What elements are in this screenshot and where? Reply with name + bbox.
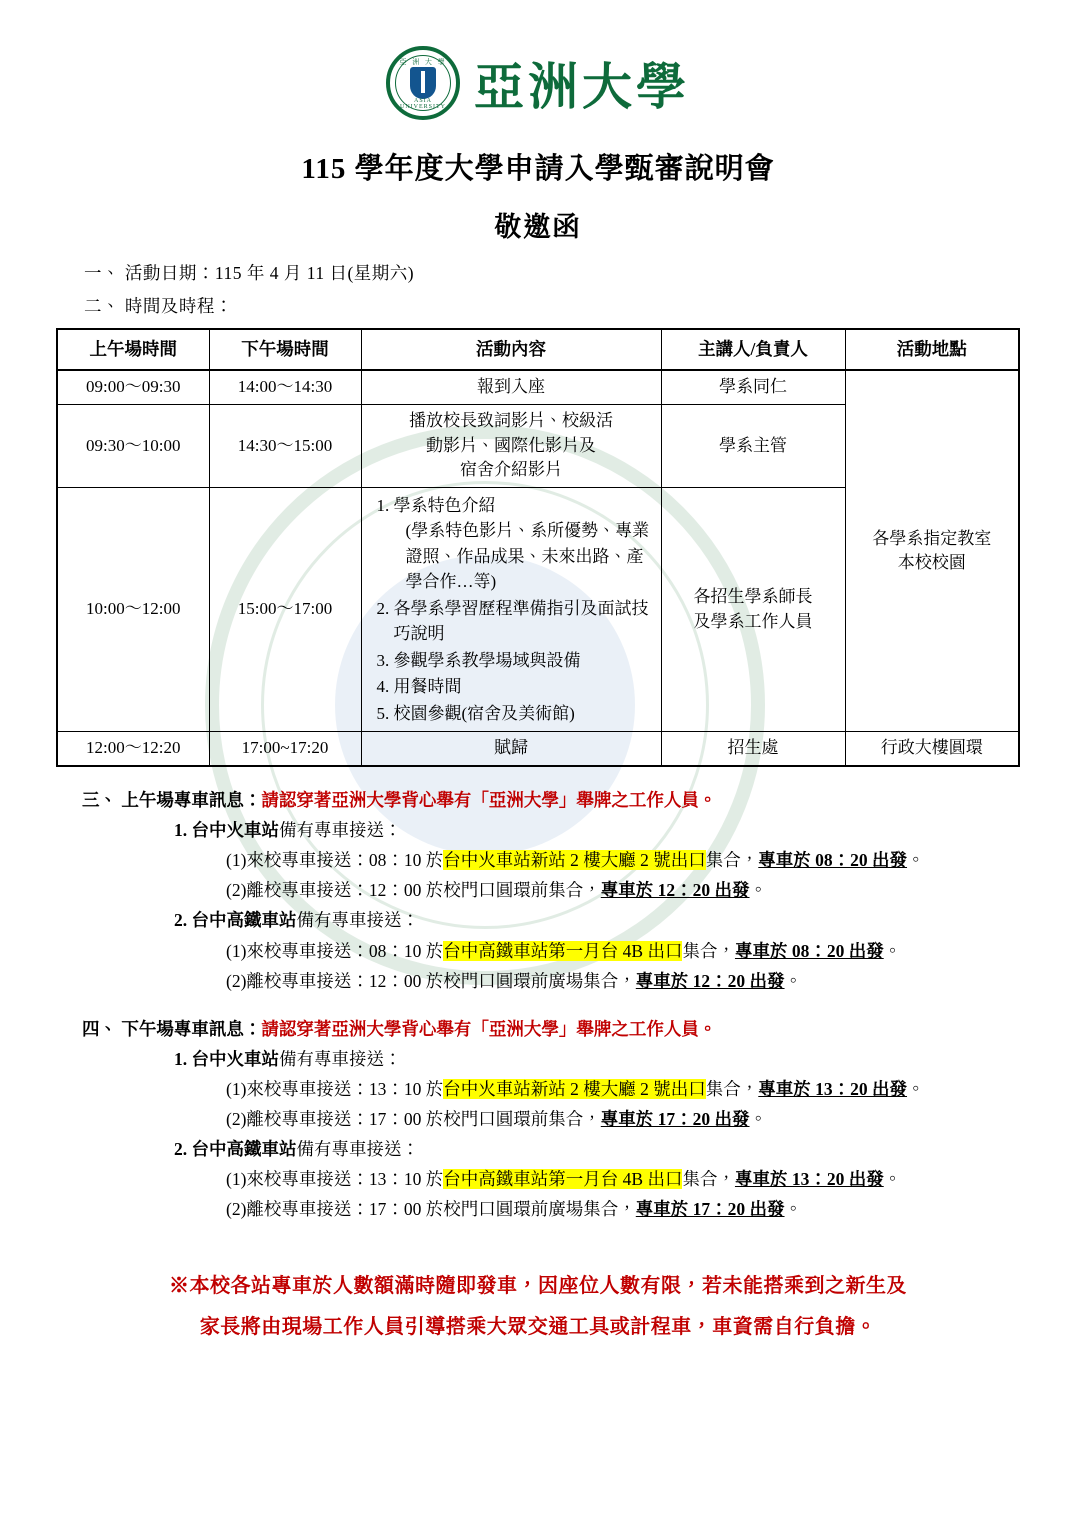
activity-item-1: 學系特色介紹 [393, 495, 496, 515]
column-header-speaker: 主講人/負責人 [661, 329, 845, 370]
table-header-row [57, 329, 1019, 370]
cell-am-time: 09:00～09:30 [57, 370, 209, 404]
text-prefix: (2)離校專車接送：17：00 於校門口圓環前廣場集合， [226, 1199, 636, 1220]
text-prefix: (2)離校專車接送：12：00 於校門口圓環前廣場集合， [226, 970, 636, 991]
column-header-activity: 活動內容 [361, 329, 661, 370]
list-item: 2. 各學系學習歷程準備指引及面試技巧說明 [394, 596, 655, 647]
afternoon-station-2-no: 2. [174, 1139, 188, 1160]
cell-activity [361, 405, 661, 488]
morning-station-1-no: 1. [174, 820, 188, 841]
list-item: 4. 用餐時間 [394, 674, 655, 700]
text-mid: 集合， [705, 850, 759, 871]
location-line-2: 本校校園 [897, 553, 966, 573]
morning-station-2-line-2 [52, 966, 1024, 996]
column-header-am-time: 上午場時間 [57, 329, 209, 370]
text-suffix: 。 [784, 970, 803, 991]
afternoon-station-1-line-1 [52, 1074, 1024, 1104]
morning-station-2-no: 2. [174, 910, 188, 931]
cell-speaker [661, 487, 845, 732]
footnote-line-1: ※本校各站專車於人數額滿時隨即發車，因座位人數有限，若未能搭乘到之新生及 [169, 1275, 907, 1298]
highlight-text: 台中高鐵車站第一月台 4B 出口 [443, 1169, 683, 1190]
column-header-pm-time: 下午場時間 [209, 329, 361, 370]
cell-location-merged [845, 370, 1019, 732]
cell-speaker: 學系主管 [661, 405, 845, 488]
table-row [57, 732, 1019, 766]
cell-pm-time: 14:30～15:00 [209, 405, 361, 488]
text-prefix: (2)離校專車接送：17：00 於校門口圓環前集合， [226, 1109, 601, 1130]
afternoon-station-1-line-2 [52, 1104, 1024, 1134]
cell-am-time: 12:00～12:20 [57, 732, 209, 766]
text-mid: 集合， [682, 1169, 735, 1190]
afternoon-bus-section [52, 1014, 1024, 1225]
afternoon-station-1 [52, 1044, 1024, 1074]
afternoon-station-2-suffix: 備有專車接送： [296, 1139, 419, 1160]
cell-speaker: 招生處 [661, 732, 845, 766]
highlight-text: 台中火車站新站 2 樓大廳 2 號出口 [443, 1078, 706, 1099]
cell-am-time: 10:00～12:00 [57, 487, 209, 732]
afternoon-station-1-name: 台中火車站 [191, 1048, 279, 1069]
text-suffix: 。 [784, 1199, 803, 1220]
schedule-table [56, 328, 1020, 767]
page-title: 115 學年度大學申請入學甄審說明會 [301, 153, 775, 185]
text-suffix: 。 [883, 940, 902, 961]
cell-activity [361, 487, 661, 732]
footnote-line-2: 家長將由現場工作人員引導搭乘大眾交通工具或計程車，車資需自行負擔。 [199, 1316, 877, 1339]
location-line-1: 各學系指定教室 [872, 528, 992, 548]
text-prefix: (1)來校專車接送：13：10 於 [226, 1169, 444, 1190]
afternoon-bus-heading [52, 1014, 1024, 1044]
text-suffix: 。 [749, 880, 768, 901]
letterhead [52, 0, 1024, 120]
text-prefix: (2)離校專車接送：12：00 於校門口圓環前集合， [226, 880, 601, 901]
morning-station-2 [52, 905, 1024, 935]
morning-bus-heading-note: 請認穿著亞洲大學背心舉有「亞洲大學」舉牌之工作人員。 [261, 790, 717, 811]
activity-list [368, 493, 655, 727]
university-name: 亞洲大學 [474, 57, 690, 116]
list-item: 5. 校園參觀(宿舍及美術館) [394, 701, 655, 727]
cell-pm-time: 17:00~17:20 [209, 732, 361, 766]
afternoon-station-1-no: 1. [174, 1048, 188, 1069]
seal-shield-icon [410, 67, 436, 99]
underline-text: 專車於 08：20 出發 [758, 850, 908, 871]
text-prefix: (1)來校專車接送：08：10 於 [226, 940, 444, 961]
column-header-location: 活動地點 [845, 329, 1019, 370]
underline-text: 專車於 13：20 出發 [758, 1078, 908, 1099]
afternoon-station-2 [52, 1134, 1024, 1164]
cell-activity: 賦歸 [361, 732, 661, 766]
seal-bottom-text: ASIA UNIVERSITY [400, 98, 446, 110]
afternoon-station-1-suffix: 備有專車接送： [279, 1048, 402, 1069]
activity-line-3: 宿舍介紹影片 [460, 460, 562, 480]
underline-text: 專車於 12：20 出發 [600, 880, 750, 901]
underline-text: 專車於 17：20 出發 [635, 1199, 785, 1220]
list-item [394, 493, 655, 595]
cell-speaker: 學系同仁 [661, 370, 845, 404]
cell-pm-time: 15:00～17:00 [209, 487, 361, 732]
cell-location: 行政大樓圓環 [845, 732, 1019, 766]
activity-item-1-detail: (學系特色影片、系所優勢、專業證照、作品成果、未來出路、產學合作…等) [405, 521, 650, 592]
activity-line-2: 動影片、國際化影片及 [426, 435, 596, 455]
list-item: 3. 參觀學系教學場域與設備 [394, 648, 655, 674]
text-mid: 集合， [682, 940, 735, 961]
text-suffix: 。 [907, 1078, 925, 1099]
text-mid: 集合， [705, 1078, 759, 1099]
table-row [57, 370, 1019, 404]
cell-am-time: 09:30～10:00 [57, 405, 209, 488]
morning-bus-heading [52, 785, 1024, 815]
morning-station-1 [52, 815, 1024, 845]
afternoon-station-2-line-1 [52, 1164, 1024, 1194]
afternoon-station-2-name: 台中高鐵車站 [191, 1139, 297, 1160]
speaker-line-2: 及學系工作人員 [693, 611, 813, 631]
page-subtitle: 敬邀函 [494, 212, 582, 242]
intro-line-date: 一、 活動日期：115 年 4 月 11 日(星期六) [84, 263, 415, 283]
underline-text: 專車於 12：20 出發 [635, 970, 785, 991]
underline-text: 專車於 08：20 出發 [734, 940, 884, 961]
text-prefix: (1)來校專車接送：08：10 於 [226, 850, 444, 871]
underline-text: 專車於 17：20 出發 [600, 1109, 750, 1130]
highlight-text: 台中火車站新站 2 樓大廳 2 號出口 [443, 850, 706, 871]
seal-top-text: 亞 洲 大 學 [399, 58, 447, 66]
morning-bus-heading-label: 三、 上午場專車訊息： [82, 790, 262, 811]
speaker-line-1: 各招生學系師長 [693, 587, 813, 607]
morning-station-2-line-1 [52, 936, 1024, 966]
activity-line-1: 播放校長致詞影片、校級活 [409, 411, 613, 431]
morning-station-2-suffix: 備有專車接送： [296, 910, 419, 931]
morning-station-2-name: 台中高鐵車站 [191, 910, 297, 931]
footnote [52, 1266, 1024, 1348]
afternoon-bus-heading-note: 請認穿著亞洲大學背心舉有「亞洲大學」舉牌之工作人員。 [261, 1018, 717, 1039]
text-suffix: 。 [883, 1169, 902, 1190]
underline-text: 專車於 13：20 出發 [734, 1169, 884, 1190]
morning-station-1-name: 台中火車站 [191, 820, 279, 841]
morning-station-1-line-1 [52, 845, 1024, 875]
morning-station-1-suffix: 備有專車接送： [279, 820, 402, 841]
afternoon-station-2-line-2 [52, 1194, 1024, 1224]
afternoon-bus-heading-label: 四、 下午場專車訊息： [82, 1018, 262, 1039]
highlight-text: 台中高鐵車站第一月台 4B 出口 [443, 940, 683, 961]
text-suffix: 。 [907, 850, 925, 871]
cell-activity: 報到入座 [361, 370, 661, 404]
text-suffix: 。 [749, 1109, 768, 1130]
text-prefix: (1)來校專車接送：13：10 於 [226, 1078, 444, 1099]
cell-pm-time: 14:00～14:30 [209, 370, 361, 404]
morning-bus-section [52, 785, 1024, 996]
morning-station-1-line-2 [52, 875, 1024, 905]
intro-line-schedule: 二、 時間及時程： [84, 296, 233, 316]
university-seal-icon [386, 46, 460, 120]
